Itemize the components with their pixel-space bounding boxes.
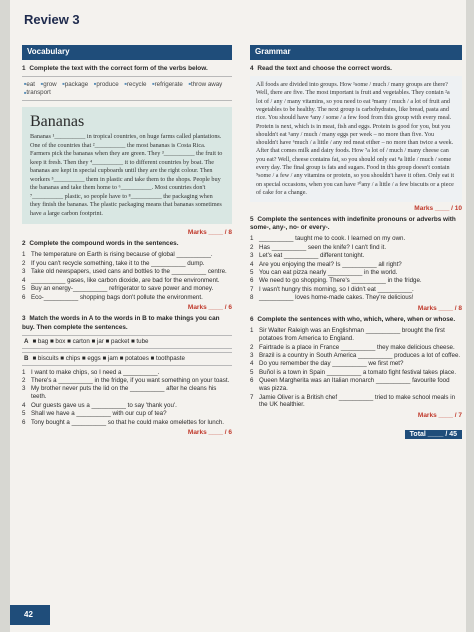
list-item[interactable]: 5 You can eat pizza nearly __________ in the world. [250,269,398,277]
footer-bar [10,605,50,625]
q2-text: Complete the compound words in the sentences. [29,240,179,248]
q2-marks[interactable]: Marks ____ / 6 [187,304,232,312]
list-item[interactable]: 4 Do you remember the day __________ we first met? [250,360,404,368]
workbook-page [10,0,466,632]
q5-instruction [250,216,462,232]
word: ■ recycle [124,81,146,88]
q3-list [22,369,232,427]
page-number: 42 [24,610,33,619]
q4-number: 4 [250,65,254,72]
q5-number: 5 [250,216,254,224]
word: ■ grow [41,81,57,88]
vocabulary-column [22,45,232,440]
q6-text: Complete the sentences with who, which, where, when or whose. [257,316,456,324]
word: ■ eat [24,81,35,88]
list-item[interactable]: 2 If you can't recycle something, take it to the __________ dump. [22,259,205,267]
q3-box-a: A ■ bag ■ box ■ carton ■ jar ■ packet ■ tube [22,335,232,349]
q5-text: Complete the sentences with indefinite pronouns or adverbs with some-, any-, no- or every-. [250,216,456,232]
page-title: Review 3 [24,12,80,27]
q3-marks[interactable]: Marks ____ / 6 [187,429,232,437]
list-item[interactable]: 1 __________ taught me to cook. I learned on my own. [250,235,406,243]
q4-text: Read the text and choose the correct words. [257,65,392,72]
article-text: Bananas ¹__________ in tropical countries, on huge farms called plantations. One of the countries that ²__________ the most bananas is Costa Rica. Farmers pick the bananas when they are green. They ³__________ the fruit to keep it fresh. Then they ⁴__________ it to different countries by boat. The bananas are kept in special cupboards until they are the right colour. Then workers ⁵__________ them in plastic and take them to the shops. People buy the bananas and take them home to ⁶__________. Most countries don't ⁷__________ plastic, so people have to ⁸__________ the packaging when they finish the bananas. The plastic packaging means that bananas sometimes have a large carbon footprint. [30,133,223,217]
list-item[interactable]: 5 Buy an energy-__________ refrigerator to save power and money. [22,285,214,293]
q2-instruction [22,240,232,248]
q6-instruction [250,316,462,324]
list-item[interactable]: 3 My brother never puts the lid on the __________ after he cleans his teeth. [22,385,217,401]
list-item[interactable]: 4 Our guests gave us a __________ to say 'thank you'. [22,401,177,409]
list-item[interactable]: 4 Are you enjoying the meal? Is __________ all right? [250,260,402,268]
vocabulary-heading: Vocabulary [22,45,232,60]
q1-instruction [22,65,232,73]
list-item[interactable]: 3 Take old newspapers, used cans and bottles to the __________ centre. [22,268,227,276]
q6-marks[interactable]: Marks ____ / 7 [417,412,462,420]
q1-text: Complete the text with the correct form of the verbs below. [29,65,208,72]
list-item[interactable]: 5 Buñol is a town in Spain __________ a tomato fight festival takes place. [250,368,457,376]
list-item[interactable]: 1 The temperature on Earth is rising because of global __________. [22,251,213,259]
q1-marks[interactable]: Marks ____ / 8 [187,229,232,237]
q3-number: 3 [22,315,26,323]
list-item[interactable]: 4 __________ gases, like carbon dioxide, are bad for the environment. [22,276,220,284]
q3-text: Match the words in A to the words in B to make things you can buy. Then complete the sentences. [22,315,220,331]
list-item[interactable]: 2 There's a __________ in the fridge, if you want something on your toast. [22,377,230,384]
word: ■ produce [94,81,119,88]
list-item[interactable]: 3 Brazil is a country in South America __________ produces a lot of coffee. [250,352,461,359]
q6-number: 6 [250,316,254,324]
word: ■ transport [24,89,51,96]
grammar-heading: Grammar [250,45,462,60]
grammar-column [250,45,462,441]
list-item[interactable]: 6 We need to go shopping. There's __________ in the fridge. [250,277,422,285]
list-item[interactable]: 1 I want to make chips, so I need a __________. [22,368,160,376]
q2-number: 2 [22,240,26,248]
total-score[interactable]: Total ____ / 45 [405,430,462,439]
list-item[interactable]: 3 Let's eat __________ different tonight. [250,252,365,260]
q1-wordbox [22,76,232,101]
list-item[interactable]: 2 Has __________ seen the knife? I can't find it. [250,243,387,251]
q2-list [22,251,232,301]
q5-list [250,235,462,302]
word: ■ refrigerate [152,81,183,88]
list-item[interactable]: 6 Tony bought a __________ so that he could make omelettes for lunch. [22,418,224,426]
list-item[interactable]: 2 Fairtrade is a place in France __________ they make delicious cheese. [250,343,455,351]
title-bar [10,10,466,30]
list-item[interactable]: 7 I wasn't hungry this morning, so I didn't eat __________. [250,285,414,293]
list-item[interactable]: 1 Sir Walter Raleigh was an Englishman __________ brought the first potatoes from America to England. [250,327,445,343]
q3-instruction [22,315,232,331]
list-item[interactable]: 8 __________ loves home-made cakes. They're delicious! [250,294,414,302]
list-item[interactable]: 6 Eco-__________ shopping bags don't pollute the environment. [22,293,203,301]
q1-number: 1 [22,65,26,72]
q6-list [250,327,462,409]
q4-instruction [250,65,462,73]
word: ■ throw away [189,81,223,88]
q4-passage[interactable]: All foods are divided into groups. How ¹some / much / many groups are there? Well, there are five. The most important is fruit and vegetables. They contain ²a lot of / any / many vitamins, so you need to eat ³many / much / a lot of fruit and vegetables to be healthy. The next group is carbohydrates, like bread, pasta and rice. You should have ⁴any / some / a few food from this group with every meal. Protein is next, which is in meat, fish and eggs. Protein is good for you, but you shouldn't eat ⁵any / much / many eggs per week – no more than five. You shouldn't have ⁶much / a little / any red meat either – no more than twice a week. After that comes milk and dairy foods. How ⁷a lot of / much / many cheese can you eat? Well, cheese contains fat, so you should only eat ⁸a little / much / some every day. The final group is fats and sugars. Food in this group doesn't contain ⁹some / a few / any vitamins or protein, so you shouldn't have it often. Only eat it on special occasions, when you can have ¹⁰any / a little / a few biscuits or a piece of cake for a change. [250,76,462,202]
q3-box-b: B ■ biscuits ■ chips ■ eggs ■ jam ■ potatoes ■ toothpaste [22,352,232,366]
list-item[interactable]: 6 Queen Margherita was an Italian monarch __________ favourite food was pizza. [250,377,450,393]
list-item[interactable]: 7 Jamie Oliver is a British chef __________ tried to make school meals in the UK healthier. [250,393,456,409]
bananas-article [22,107,232,224]
word: ■ package [62,81,88,88]
article-title: Bananas [30,113,85,131]
q4-marks[interactable]: Marks ____ / 10 [414,205,462,213]
list-item[interactable]: 5 Shall we have a __________ with our cup of tea? [22,410,167,418]
q5-marks[interactable]: Marks ____ / 8 [417,305,462,313]
